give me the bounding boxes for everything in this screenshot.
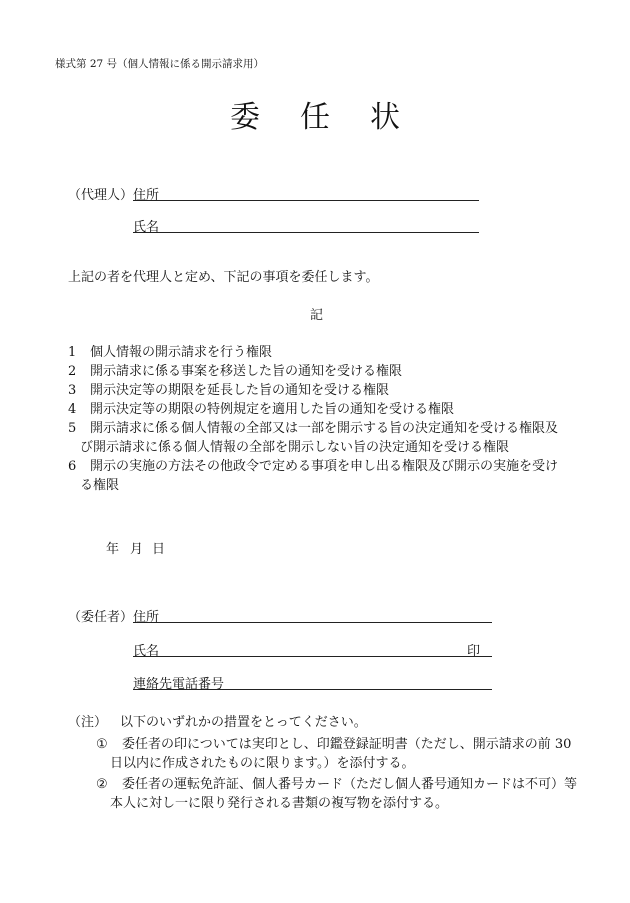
authority-item-5: 5 開示請求に係る個人情報の全部又は一部を開示する旨の決定通知を受ける権限及: [68, 421, 559, 436]
authority-item-1: 1 個人情報の開示請求を行う権限: [68, 345, 273, 360]
authority-item-4: 4 開示決定等の期限の特例規定を適用した旨の通知を受ける権限: [68, 402, 455, 417]
principal-name-line[interactable]: [133, 656, 492, 657]
ki-heading: 記: [310, 308, 324, 323]
authority-item-2: 2 開示請求に係る事案を移送した旨の通知を受ける権限: [68, 364, 403, 379]
principal-section-label: （委任者）: [68, 610, 134, 625]
agent-address-label: 住所: [133, 188, 160, 203]
note-item-1-line2: 日以内に作成されたものに限ります。）を添付する。: [110, 756, 415, 771]
note-item-1-mark: ①: [96, 737, 108, 752]
principal-name-label: 氏名: [133, 644, 160, 659]
note-item-1-line1: 委任者の印については実印とし、印鑑登録証明書（ただし、開示請求の前 30: [122, 737, 572, 752]
authority-item-3: 3 開示決定等の期限を延長した旨の通知を受ける権限: [68, 383, 390, 398]
note-heading: 以下のいずれかの措置をとってください。: [120, 715, 367, 730]
authority-item-5-cont: び開示請求に係る個人情報の全部を開示しない旨の決定通知を受ける権限: [80, 440, 510, 455]
note-item-2-line1: 委任者の運転免許証、個人番号カード（ただし個人番号通知カードは不可）等: [122, 777, 578, 792]
seal-mark: 印: [467, 644, 481, 659]
title-char-1: 委: [230, 100, 260, 135]
form-number: 様式第 27 号（個人情報に係る開示請求用）: [55, 58, 265, 70]
principal-phone-label: 連絡先電話番号: [133, 677, 225, 692]
principal-phone-line[interactable]: [133, 689, 492, 690]
title-char-2: 任: [300, 100, 330, 135]
note-label: （注）: [68, 715, 108, 730]
agent-address-line[interactable]: [133, 200, 479, 201]
agent-name-label: 氏名: [133, 220, 160, 235]
date-year-label: 年: [106, 542, 120, 557]
date-day-label: 日: [152, 542, 166, 557]
document-title: [0, 92, 630, 136]
intro-text: 上記の者を代理人と定め、下記の事項を委任します。: [68, 270, 379, 285]
note-item-2-mark: ②: [96, 777, 108, 792]
authority-item-6-cont: る権限: [80, 478, 120, 493]
principal-address-line[interactable]: [133, 622, 492, 623]
principal-address-label: 住所: [133, 610, 160, 625]
title-char-3: 状: [370, 100, 400, 135]
date-month-label: 月: [130, 542, 144, 557]
note-item-2-line2: 本人に対し一に限り発行される書類の複写物を添付する。: [110, 796, 449, 811]
authority-item-6: 6 開示の実施の方法その他政令で定める事項を申し出る権限及び開示の実施を受け: [68, 459, 559, 474]
agent-name-line[interactable]: [133, 232, 479, 233]
agent-section-label: （代理人）: [68, 188, 134, 203]
